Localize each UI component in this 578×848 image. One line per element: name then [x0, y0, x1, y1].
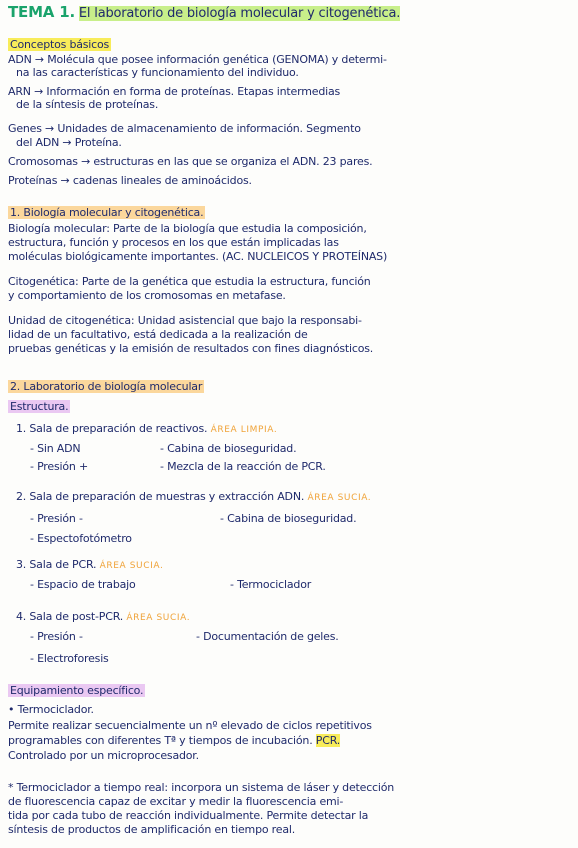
- section1-line: Unidad de citogenética: Unidad asistencial que bajo la responsabi-: [8, 314, 362, 327]
- equipment-line: programables con diferentes Tª y tiempos de incubación. PCR.: [8, 734, 341, 747]
- room-item: - Presión + - Mezcla de la reacción de PCR.: [30, 460, 326, 473]
- title-text: El laboratorio de biología molecular y citogenética.: [78, 6, 401, 21]
- concept-line: Proteínas → cadenas lineales de aminoácidos.: [8, 174, 252, 187]
- conceptos-heading: Conceptos básicos: [10, 38, 110, 51]
- concept-line: ADN → Molécula que posee información genética (GENOMA) y determi-: [8, 53, 387, 66]
- section1-line: estructura, función y procesos en los que están implicadas las: [8, 236, 339, 249]
- concept-line: Genes → Unidades de almacenamiento de información. Segmento: [8, 122, 361, 135]
- area-tag: ÁREA SUCIA.: [307, 493, 372, 503]
- tema-label: TEMA 1.: [8, 4, 75, 21]
- concept-line: del ADN → Proteína.: [16, 136, 122, 149]
- section1-heading: 1. Biología molecular y citogenética.: [10, 206, 204, 219]
- room-title: 3. Sala de PCR. ÁREA SUCIA.: [16, 558, 164, 571]
- room-title: 2. Sala de preparación de muestras y extracción ADN. ÁREA SUCIA.: [16, 490, 372, 503]
- concept-line: na las características y funcionamiento del individuo.: [16, 66, 299, 79]
- equipamiento-heading: Equipamiento específico.: [10, 684, 144, 697]
- estructura-label: Estructura.: [10, 400, 69, 413]
- room-title: 4. Sala de post-PCR. ÁREA SUCIA.: [16, 610, 191, 623]
- section1-line: moléculas biológicamente importantes. (AC. NUCLEICOS Y PROTEÍNAS): [8, 250, 388, 263]
- note-line: de fluorescencia capaz de excitar y medir la fluorescencia emi-: [8, 795, 344, 808]
- room-item: - Electroforesis: [30, 652, 109, 665]
- room-title: 1. Sala de preparación de reactivos. ÁREA LIMPIA.: [16, 422, 278, 435]
- section1-line: y comportamiento de los cromosomas en metafase.: [8, 289, 286, 302]
- area-tag: ÁREA LIMPIA.: [210, 425, 278, 435]
- section1-line: Citogenética: Parte de la genética que estudia la estructura, función: [8, 275, 371, 288]
- room-item: - Espectofotómetro: [30, 532, 132, 545]
- section1-line: lidad de un facultativo, está dedicada a la realización de: [8, 328, 308, 341]
- section1-line: Biología molecular: Parte de la biología que estudia la composición,: [8, 222, 367, 235]
- concept-line: Cromosomas → estructuras en las que se organiza el ADN. 23 pares.: [8, 155, 373, 168]
- note-line: * Termociclador a tiempo real: incorpora un sistema de láser y detección: [8, 781, 395, 794]
- pcr-tag: PCR.: [315, 734, 341, 747]
- section2-heading: 2. Laboratorio de biología molecular: [10, 380, 203, 393]
- concept-line: de la síntesis de proteínas.: [16, 98, 159, 111]
- room-item: - Presión - - Cabina de bioseguridad.: [30, 512, 357, 525]
- room-item: - Espacio de trabajo - Termociclador: [30, 578, 312, 591]
- equipment-line: Permite realizar secuencialmente un nº elevado de ciclos repetitivos: [8, 719, 372, 732]
- equipment-title: • Termociclador.: [8, 703, 94, 716]
- page-title: [8, 4, 572, 22]
- note-line: síntesis de productos de amplificación en tiempo real.: [8, 823, 296, 836]
- concept-line: ARN → Información en forma de proteínas. Etapas intermedias: [8, 85, 341, 98]
- room-item: - Presión - - Documentación de geles.: [30, 630, 339, 643]
- note-line: tida por cada tubo de reacción individualmente. Permite detectar la: [8, 809, 369, 822]
- area-tag: ÁREA SUCIA.: [99, 561, 164, 571]
- area-tag: ÁREA SUCIA.: [126, 613, 191, 623]
- section1-line: pruebas genéticas y la emisión de resultados con fines diagnósticos.: [8, 342, 374, 355]
- equipment-line: Controlado por un microprocesador.: [8, 749, 199, 762]
- room-item: - Sin ADN - Cabina de bioseguridad.: [30, 442, 297, 455]
